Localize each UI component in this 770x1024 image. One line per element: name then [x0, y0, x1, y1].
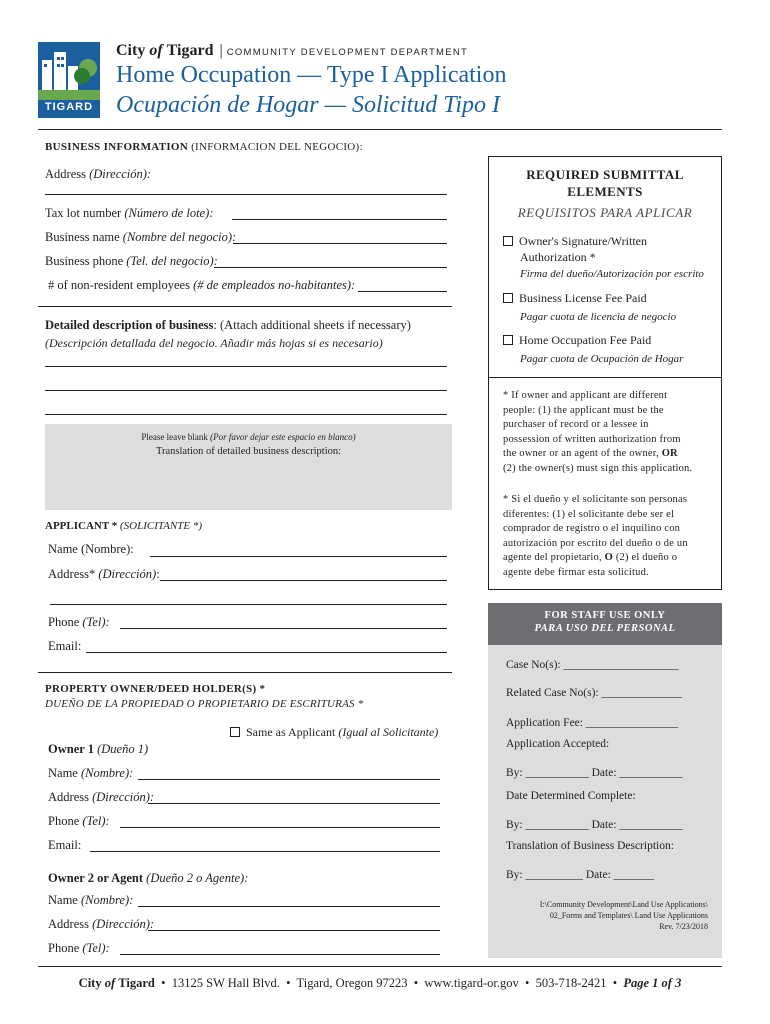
footer-website-link[interactable]: www.tigard-or.gov — [424, 976, 519, 990]
note-en-line: possession of written authorization from — [503, 433, 681, 445]
logo-text: TIGARD — [44, 101, 94, 113]
license-label: Business License Fee Paid — [519, 291, 647, 305]
signature-label-es: Firma del dueño/Autorización por escrito — [520, 268, 704, 280]
signature-checkbox[interactable] — [503, 236, 513, 246]
license-checkbox[interactable] — [503, 293, 513, 303]
note-es-line: agente debe firmar esta solicitud. — [503, 566, 649, 578]
same-as-applicant[interactable] — [230, 725, 438, 740]
home-fee-label-es: Pagar cuota de Ocupación de Hogar — [520, 353, 684, 365]
owner1-phone-en: Phone — [48, 814, 80, 828]
department-name: COMMUNITY DEVELOPMENT DEPARTMENT — [226, 47, 469, 58]
footer — [38, 976, 722, 991]
business-heading — [45, 141, 363, 153]
footer-bullet: • — [524, 976, 530, 990]
owner1-name-label — [48, 766, 133, 781]
page-title-spanish: Ocupación de Hogar — Solicitud Tipo I — [116, 92, 500, 118]
city-logo — [38, 42, 100, 118]
owner1-heading — [48, 742, 148, 757]
signature-label: Owner's Signature/Written — [519, 234, 647, 248]
page-number: Page 1 of 3 — [623, 976, 682, 990]
note-en-text: the owner or an agent of the owner, — [503, 448, 659, 460]
footer-tigard: Tigard — [118, 976, 155, 990]
owner2-phone-es: (Tel): — [82, 941, 110, 955]
business-heading-en: BUSINESS INFORMATION — [45, 141, 189, 153]
signature-label-2: Authorization * — [520, 250, 596, 264]
owner1-phone-label — [48, 814, 110, 829]
owner2-label-es: (Dueño 2 o Agente): — [146, 871, 249, 885]
note-en-line: (2) the owner(s) must sign this application. — [503, 462, 693, 474]
note-es-o: O — [604, 552, 613, 564]
application-accepted: Application Accepted: — [506, 738, 610, 750]
applicant-address-colon: : — [156, 567, 160, 581]
same-as-applicant-checkbox[interactable] — [230, 727, 240, 737]
owner2-name-field[interactable] — [138, 906, 440, 907]
applicant-heading-es: (SOLICITANTE *) — [119, 520, 202, 532]
note-es-text: agente del propietario, — [503, 552, 602, 564]
detail-note: : (Attach additional sheets if necessary) — [213, 318, 411, 332]
business-phone-label-en: Business phone — [45, 254, 124, 268]
tax-lot-label — [45, 206, 213, 221]
business-name-field[interactable] — [233, 243, 447, 244]
owner2-label: Owner 2 or Agent — [48, 871, 144, 885]
footer-address: 13125 SW Hall Blvd. — [171, 976, 280, 990]
address-field[interactable] — [45, 194, 447, 195]
tigard-word: Tigard — [166, 42, 214, 59]
note-en-or: OR — [661, 448, 678, 460]
business-phone-label — [45, 254, 218, 269]
note-es-line: diferentes: (1) el solicitante debe ser el — [503, 508, 675, 520]
detail-label-es: (Descripción detallada del negocio. Añadir más hojas si es necesario) — [45, 336, 383, 350]
tax-lot-label-en: Tax lot number — [45, 206, 122, 220]
translation-description: Translation of Business Description: — [506, 840, 674, 852]
page-title: Home Occupation — Type I Application — [116, 62, 507, 88]
applicant-email-field[interactable] — [86, 652, 447, 653]
tax-lot-field[interactable] — [232, 219, 447, 220]
owner2-phone-en: Phone — [48, 941, 80, 955]
required-box — [488, 156, 722, 590]
owner1-name-field[interactable] — [138, 779, 440, 780]
applicant-name-field[interactable] — [150, 556, 447, 557]
note-en-line — [503, 447, 692, 462]
applicant-address-label-en: Address* — [48, 567, 96, 581]
footer-bullet: • — [161, 976, 166, 990]
required-heading-es: REQUISITOS PARA APLICAR — [517, 205, 693, 220]
owner2-address-en: Address — [48, 917, 89, 931]
by-date-1: By: ___________ Date: ___________ — [506, 767, 683, 779]
footer-bullet: • — [413, 976, 419, 990]
city-word: City — [116, 42, 146, 59]
tax-lot-label-es: (Número de lote): — [124, 206, 214, 220]
detail-label-en: Detailed description of business — [45, 318, 214, 332]
application-fee: Application Fee: ________________ — [506, 717, 678, 729]
applicant-name-label: Name (Nombre): — [48, 542, 134, 556]
detail-line-2[interactable] — [45, 390, 447, 391]
owner2-phone-field[interactable] — [120, 954, 440, 955]
footer-divider — [38, 966, 722, 967]
owner1-address-es: (Dirección): — [92, 790, 155, 804]
blank-note-es: (Por favor dejar este espacio en blanco) — [210, 432, 356, 442]
applicant-address-field-2[interactable] — [50, 604, 447, 605]
note-en-line: people: (1) the applicant must be the — [503, 404, 664, 416]
applicant-address-field[interactable] — [160, 580, 447, 581]
footer-city: City — [78, 976, 102, 990]
applicant-phone-label — [48, 615, 110, 630]
address-label-en: Address — [45, 167, 86, 181]
file-path-line1: I:\Community Development\Land Use Applications\ — [539, 900, 708, 909]
owner2-name-en: Name — [48, 893, 78, 907]
license-label-es: Pagar cuota de licencia de negocio — [520, 311, 677, 323]
applicant-email-label: Email: — [48, 639, 82, 653]
owner2-address-es: (Dirección): — [92, 917, 155, 931]
same-as-applicant-label: Same as Applicant — [246, 725, 336, 739]
owner2-name-label — [48, 893, 133, 908]
owner1-label: Owner 1 — [48, 742, 94, 756]
owner2-phone-label — [48, 941, 110, 956]
note-en-line: * If owner and applicant are different — [503, 390, 668, 401]
file-path-line2: 02_Forms and Templates\ Land Use Applications — [549, 911, 708, 920]
note-en-line: purchaser of record or a lessee in — [503, 419, 649, 431]
of-word: of — [149, 42, 163, 59]
case-number: Case No(s): ____________________ — [506, 659, 679, 671]
staff-heading: FOR STAFF USE ONLY — [544, 610, 666, 621]
owner-heading: PROPERTY OWNER/DEED HOLDER(S) * — [45, 683, 266, 695]
home-fee-label: Home Occupation Fee Paid — [519, 333, 652, 347]
owner1-address-field[interactable] — [148, 803, 440, 804]
detail-line-1[interactable] — [45, 366, 447, 367]
note-english — [503, 389, 692, 477]
same-as-applicant-label-es: (Igual al Solicitante) — [338, 725, 439, 739]
note-es-line: autorización por escrito del dueño o de un — [503, 537, 688, 549]
employees-label-es: (# de empleados no-habitantes): — [193, 278, 356, 292]
related-case: Related Case No(s): ______________ — [506, 687, 682, 699]
applicant-heading-en: APPLICANT * — [45, 520, 118, 532]
applicant-phone-field[interactable] — [120, 628, 447, 629]
footer-bullet: • — [286, 976, 291, 990]
applicant-address-label — [48, 567, 160, 582]
by-date-3: By: __________ Date: _______ — [506, 869, 654, 881]
detail-line-3[interactable] — [45, 414, 447, 415]
blank-note-en: Please leave blank — [141, 432, 208, 442]
business-name-label — [45, 230, 236, 245]
owner1-name-en: Name — [48, 766, 78, 780]
owner2-heading — [48, 871, 248, 886]
applicant-phone-label-es: (Tel): — [82, 615, 110, 629]
owner1-phone-field[interactable] — [120, 827, 440, 828]
footer-bullet: • — [612, 976, 618, 990]
owner2-address-field[interactable] — [148, 930, 440, 931]
address-label — [45, 167, 151, 182]
address-label-es: (Dirección): — [89, 167, 152, 181]
note-es-line: comprador de registro o el inquilino con — [503, 523, 681, 535]
owner1-name-es: (Nombre): — [80, 766, 134, 780]
required-heading — [489, 166, 721, 200]
req-item-license[interactable] — [503, 289, 676, 326]
staff-box — [488, 603, 722, 958]
note-es-line: * Si el dueño y el solicitante son personas — [503, 494, 688, 505]
owner1-label-es: (Dueño 1) — [97, 742, 149, 756]
business-heading-es: (INFORMACION DEL NEGOCIO): — [191, 141, 363, 153]
business-phone-field[interactable] — [214, 267, 447, 268]
footer-phone: 503-718-2421 — [535, 976, 607, 990]
home-fee-checkbox[interactable] — [503, 335, 513, 345]
date-determined: Date Determined Complete: — [506, 790, 636, 802]
req-item-signature[interactable] — [503, 233, 704, 282]
header-separator: | — [219, 42, 223, 59]
req-item-home-fee[interactable] — [503, 331, 683, 368]
applicant-divider — [38, 672, 452, 673]
header-divider — [38, 129, 722, 130]
footer-of: of — [104, 976, 116, 990]
detail-label — [45, 318, 411, 333]
employees-label-en: # of non-resident employees — [48, 278, 190, 292]
owner1-email-field[interactable] — [90, 851, 440, 852]
applicant-phone-label-en: Phone — [48, 615, 80, 629]
translation-label: Translation of detailed business description: — [155, 446, 342, 457]
header-city-line — [116, 42, 468, 60]
footer-city-state: Tigard, Oregon 97223 — [296, 976, 408, 990]
required-heading-line1: REQUIRED SUBMITTAL — [526, 167, 684, 182]
note-es-text-2: (2) el dueño o — [615, 552, 678, 564]
applicant-heading — [45, 520, 202, 532]
owner1-address-label — [48, 790, 154, 805]
staff-heading-es: PARA USO DEL PERSONAL — [534, 623, 676, 634]
business-divider — [38, 306, 452, 307]
file-path — [488, 899, 708, 932]
staff-header — [488, 603, 722, 645]
staff-translation-box — [45, 424, 452, 510]
blank-note — [45, 432, 452, 442]
employees-label — [48, 278, 355, 293]
owner2-address-label — [48, 917, 154, 932]
revision-date: Rev. 7/23/2018 — [659, 922, 708, 931]
note-es-line — [503, 551, 688, 566]
applicant-address-label-es: (Dirección) — [98, 567, 157, 581]
business-phone-label-es: (Tel. del negocio): — [126, 254, 218, 268]
owner1-phone-es: (Tel): — [82, 814, 110, 828]
required-heading-line2: ELEMENTS — [567, 184, 643, 199]
owner2-name-es: (Nombre): — [80, 893, 134, 907]
by-date-2: By: ___________ Date: ___________ — [506, 819, 683, 831]
owner1-address-en: Address — [48, 790, 89, 804]
business-name-label-es: (Nombre del negocio): — [122, 230, 237, 244]
employees-field[interactable] — [358, 291, 447, 292]
owner-heading-es: DUEÑO DE LA PROPIEDAD O PROPIETARIO DE ESCRITURAS * — [45, 698, 364, 710]
business-name-label-en: Business name — [45, 230, 120, 244]
owner1-email-label: Email: — [48, 838, 82, 852]
required-divider — [489, 377, 721, 378]
note-spanish — [503, 493, 688, 581]
